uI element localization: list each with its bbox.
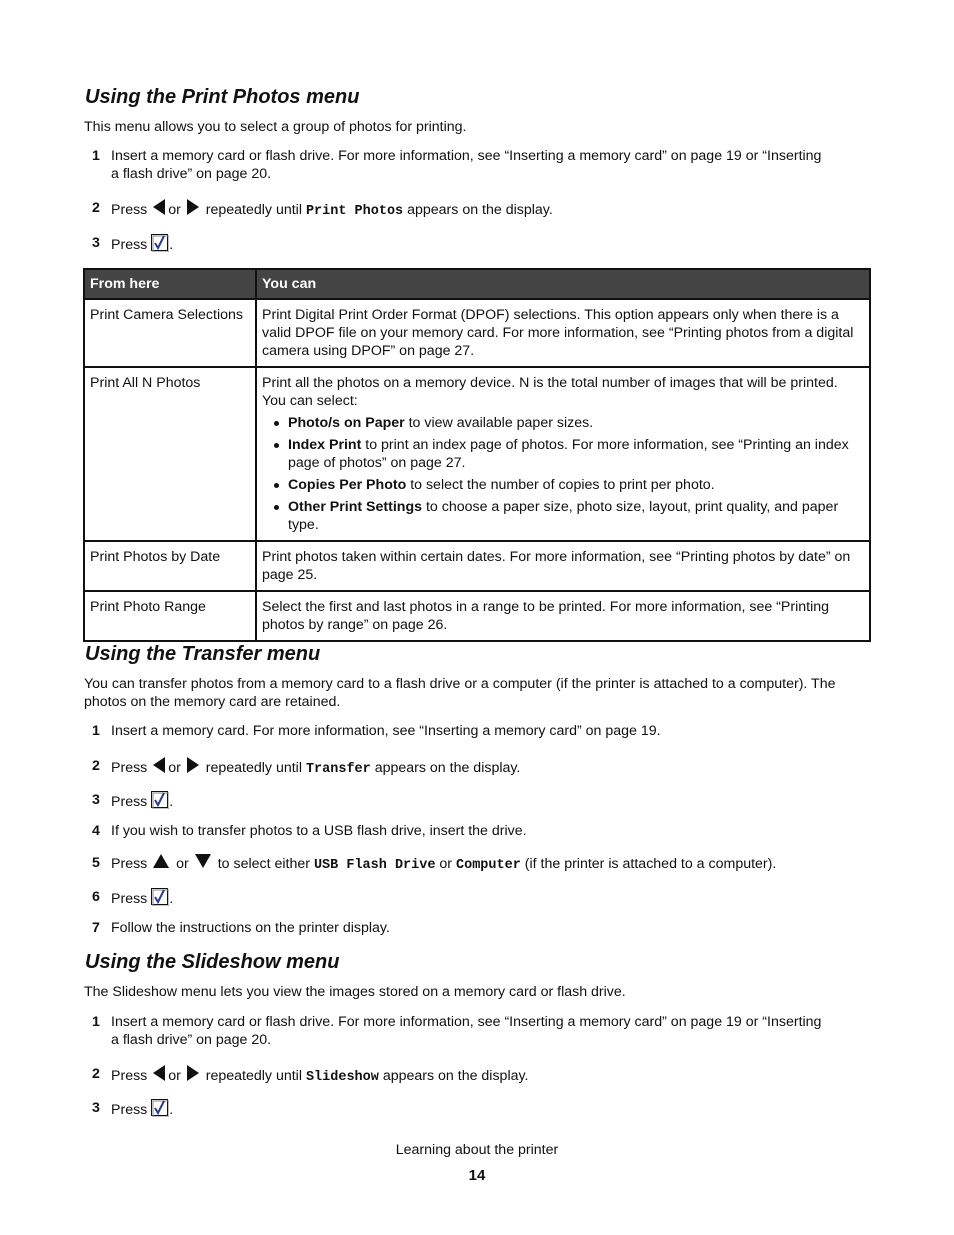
option-desc: to choose a paper size, photo size, layout, print quality, and paper type. (288, 499, 839, 533)
step-number: 7 (92, 920, 100, 936)
step-number: 4 (92, 823, 100, 839)
list-item (288, 436, 864, 472)
step-number: 3 (92, 235, 100, 251)
step-press-label: Press (111, 202, 148, 218)
step-or-label: or (168, 760, 181, 776)
step-press-label: Press (111, 760, 148, 776)
intro-print-photos: This menu allows you to select a group of photos for printing. (84, 119, 467, 135)
table-cell-description: Print Digital Print Order Format (DPOF) selections. This option appears only when there is a valid DPOF file on your memory card. For more information, see “Printing photos from a digital camera using DPOF” on page 27. (256, 299, 870, 367)
right-arrow-button-icon (187, 199, 199, 215)
intro-slideshow: The Slideshow menu lets you view the images stored on a memory card or flash drive. (84, 984, 626, 1000)
step-or-label: or (176, 856, 189, 872)
step-number: 1 (92, 148, 100, 164)
step-end-text: appears on the display. (407, 202, 553, 218)
step-number: 1 (92, 1014, 100, 1030)
down-arrow-button-icon (195, 854, 211, 868)
section-heading-slideshow: Using the Slideshow menu (85, 951, 340, 973)
step-number: 2 (92, 1066, 100, 1082)
step-press-label: Press (111, 1068, 148, 1084)
print-photos-menu-table (83, 268, 871, 642)
select-checkmark-button-icon (151, 1099, 169, 1122)
up-arrow-button-icon (153, 854, 169, 868)
option-name: Other Print Settings (288, 499, 423, 515)
step-or-label: or (439, 856, 453, 872)
list-item (288, 498, 864, 534)
footer-chapter-title: Learning about the printer (395, 1142, 559, 1158)
step-text: Insert a memory card or flash drive. For more information, see “Inserting a memory card” on page 19 or “Inserting (111, 1014, 822, 1030)
step-number: 3 (92, 792, 100, 808)
left-arrow-button-icon (153, 1065, 165, 1081)
display-text-code: Slideshow (305, 1070, 379, 1085)
table-cell-option: Print Photos by Date (84, 541, 256, 591)
step-text: Insert a memory card or flash drive. For more information, see “Inserting a memory card” on page 19 or “Inserting (111, 148, 822, 164)
step-end-text: appears on the display. (374, 760, 521, 776)
step-number: 3 (92, 1100, 100, 1116)
section-heading-transfer: Using the Transfer menu (85, 643, 321, 665)
step-press-label: Press (111, 794, 148, 810)
option-desc: to view available paper sizes. (404, 415, 594, 431)
select-checkmark-button-icon (151, 234, 169, 257)
display-text-code: USB Flash Drive (313, 858, 436, 873)
option-list (262, 414, 864, 534)
step-text: Insert a memory card. For more information, see “Inserting a memory card” on page 19. (111, 723, 661, 739)
table-cell-description: Print photos taken within certain dates. For more information, see “Printing photos by date” on page 25. (256, 541, 870, 591)
list-item (288, 414, 864, 432)
step-number: 1 (92, 723, 100, 739)
step-text: If you wish to transfer photos to a USB flash drive, insert the drive. (111, 823, 527, 839)
step-text: Follow the instructions on the printer display. (111, 920, 390, 936)
step-or-label: or (168, 1068, 181, 1084)
step-mid-text: repeatedly until (205, 1068, 302, 1084)
table-cell-option: Print All N Photos (84, 367, 256, 541)
step-mid-text: repeatedly until (205, 202, 302, 218)
step-number: 5 (92, 855, 100, 871)
step-press-label: Press (111, 237, 148, 253)
option-desc: to print an index page of photos. For more information, see “Printing an index page of photos” on page 27. (288, 437, 849, 471)
step-end-text: . (169, 1102, 174, 1118)
option-name: Copies Per Photo (288, 477, 407, 493)
step-press-label: Press (111, 856, 148, 872)
table-header-you-can: You can (256, 269, 870, 299)
option-name: Photo/s on Paper (288, 415, 405, 431)
option-name: Index Print (288, 437, 362, 453)
step-end-text: . (169, 891, 174, 907)
table-cell-option: Print Photo Range (84, 591, 256, 641)
step-number: 2 (92, 758, 100, 774)
select-checkmark-button-icon (151, 888, 169, 911)
table-row (84, 299, 870, 367)
step-end-text: . (169, 237, 174, 253)
table-header-from-here: From here (84, 269, 256, 299)
intro-transfer: You can transfer photos from a memory card to a flash drive or a computer (if the printer is attached to a computer). The photos on the memory card are retained. (84, 676, 836, 710)
table-row (84, 591, 870, 641)
step-press-label: Press (111, 1102, 148, 1118)
page-number: 14 (468, 1167, 486, 1184)
table-cell-description: Select the first and last photos in a range to be printed. For more information, see “Printing photos by range” on page 26. (256, 591, 870, 641)
table-cell-option: Print Camera Selections (84, 299, 256, 367)
table-cell-description: Print all the photos on a memory device. N is the total number of images that will be printed. You can select: (262, 375, 838, 409)
option-desc: to select the number of copies to print per photo. (406, 477, 715, 493)
step-end-text: . (169, 794, 174, 810)
right-arrow-button-icon (187, 1065, 199, 1081)
table-row (84, 541, 870, 591)
step-mid-text: repeatedly until (205, 760, 302, 776)
list-item (288, 476, 864, 494)
step-number: 2 (92, 200, 100, 216)
section-heading-print-photos: Using the Print Photos menu (85, 86, 360, 108)
select-checkmark-button-icon (151, 791, 169, 814)
step-end-text: (if the printer is attached to a computer). (524, 856, 777, 872)
step-or-label: or (168, 202, 181, 218)
step-text-continued: a flash drive” on page 20. (111, 166, 272, 182)
display-text-code: Transfer (305, 762, 371, 777)
step-press-label: Press (111, 891, 148, 907)
step-mid-text: to select either (217, 856, 310, 872)
step-number: 6 (92, 889, 100, 905)
left-arrow-button-icon (153, 757, 165, 773)
display-text-code: Print Photos (305, 204, 404, 219)
table-row (84, 367, 870, 541)
step-end-text: appears on the display. (382, 1068, 529, 1084)
step-text-continued: a flash drive” on page 20. (111, 1032, 272, 1048)
display-text-code: Computer (456, 858, 521, 873)
left-arrow-button-icon (153, 199, 165, 215)
right-arrow-button-icon (187, 757, 199, 773)
